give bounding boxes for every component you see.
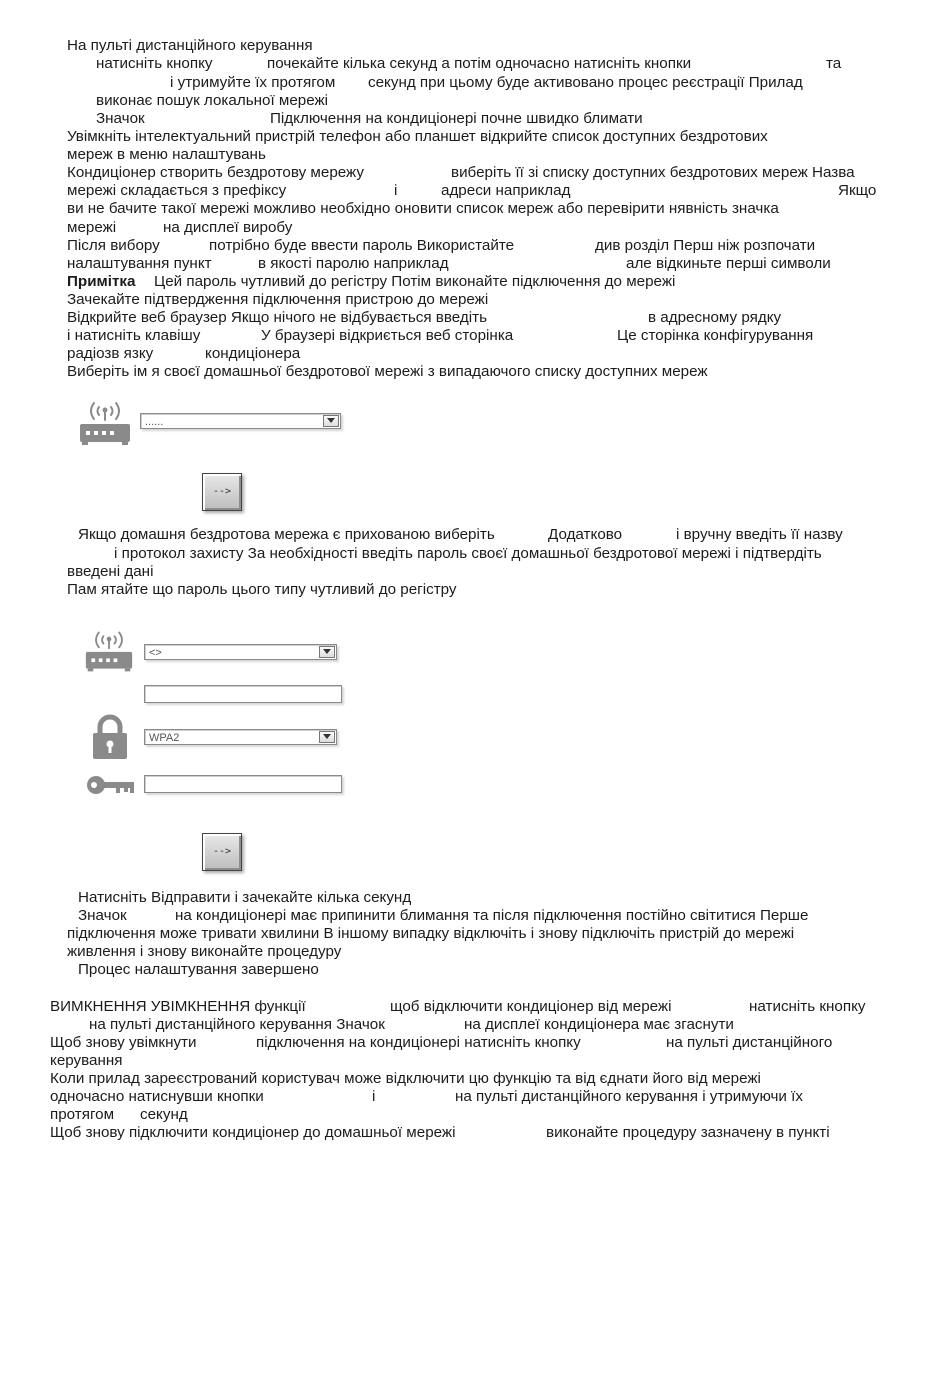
text-line: секунд xyxy=(140,1106,188,1123)
network-select[interactable] xyxy=(140,413,341,429)
text-line: почекайте кілька секунд а потім одночасно натисніть кнопки xyxy=(267,55,692,72)
text-line: ВИМКНЕННЯ УВІМКНЕННЯ функції xyxy=(50,998,306,1015)
note-label: Примітка xyxy=(67,273,136,290)
text-line: в якості паролю наприклад xyxy=(258,255,449,272)
text-line: але відкиньте перші символи xyxy=(626,255,831,272)
text-line: виберіть її зі списку доступних бездротових мереж Назва xyxy=(451,164,855,181)
text-line: На пульті дистанційного керування xyxy=(67,37,313,54)
password-input[interactable] xyxy=(144,775,342,793)
text-line: і утримуйте їх протягом xyxy=(170,74,336,91)
text-line: підключення може тривати хвилини В іншому випадку відключіть і знову підключіть пристрій до мережі xyxy=(67,925,795,942)
text-line: на кондиціонері має припинити блимання та після підключення постійно світитися Перше xyxy=(175,907,809,924)
text-line: натисніть кнопку xyxy=(96,55,213,72)
text-line: Якщо xyxy=(838,182,877,199)
text-line: Процес налаштування завершено xyxy=(78,961,319,978)
next-button[interactable]: --> xyxy=(202,833,242,871)
text-line: Зачекайте підтвердження підключення пристрою до мережі xyxy=(67,291,489,308)
text-line: і вручну введіть її назву xyxy=(676,526,843,543)
text-line: в адресному рядку xyxy=(648,309,782,326)
text-line: мережі xyxy=(67,219,117,236)
text-line: Коли прилад зареєстрований користувач може відключити цю функцію та від єднати його від мережі xyxy=(50,1070,761,1087)
text-line: виконайте процедуру зазначену в пункті xyxy=(546,1124,830,1141)
network-select-value: <> xyxy=(149,647,162,659)
text-line: натисніть кнопку xyxy=(749,998,866,1015)
text-line: налаштування пункт xyxy=(67,255,212,272)
text-line: і протокол захисту За необхідності введіть пароль своєї домашньої бездротової мережі і підтвердіть xyxy=(114,545,822,562)
key-icon xyxy=(86,774,136,801)
text-line: і натисніть клавішу xyxy=(67,327,201,344)
text-line: Додатково xyxy=(548,526,623,543)
text-line: живлення і знову виконайте процедуру xyxy=(67,943,342,960)
text-line: Кондиціонер створить бездротову мережу xyxy=(67,164,364,181)
text-line: Увімкніть інтелектуальний пристрій телефон або планшет відкрийте список доступних бездротових xyxy=(67,128,768,145)
text-line: Значок xyxy=(78,907,127,924)
text-line: Це сторінка конфігурування xyxy=(617,327,814,344)
chevron-down-icon[interactable] xyxy=(319,646,335,658)
text-line: мережі складається з префіксу xyxy=(67,182,287,199)
text-line: щоб відключити кондиціонер від мережі xyxy=(390,998,672,1015)
next-button[interactable]: --> xyxy=(202,473,242,511)
chevron-down-icon[interactable] xyxy=(319,731,335,743)
chevron-down-icon[interactable] xyxy=(323,415,339,427)
text-line: Щоб знову підключити кондиціонер до домашньої мережі xyxy=(50,1124,456,1141)
text-line: кондиціонера xyxy=(205,345,301,362)
security-select-value: WPA2 xyxy=(149,732,180,744)
security-select[interactable] xyxy=(144,729,337,745)
text-line: на дисплеї виробу xyxy=(163,219,293,236)
text-line: і xyxy=(394,182,398,199)
text-line: Після вибору xyxy=(67,237,160,254)
network-select-value: ...... xyxy=(145,416,164,428)
text-line: секунд при цьому буде активовано процес реєстрації Прилад xyxy=(368,74,803,91)
text-line: на пульті дистанційного керування Значок xyxy=(89,1016,385,1033)
text-line: адреси наприклад xyxy=(441,182,571,199)
text-line: керування xyxy=(50,1052,123,1069)
ssid-input[interactable] xyxy=(144,685,342,703)
text-line: і xyxy=(372,1088,376,1105)
text-line: та xyxy=(826,55,842,72)
padlock-icon xyxy=(91,714,129,765)
text-line: ви не бачите такої мережі можливо необхідно оновити список мереж або перевірити нявність значка xyxy=(67,200,779,217)
text-line: Натисніть Відправити і зачекайте кілька секунд xyxy=(78,889,412,906)
text-line: У браузері відкриється веб сторінка xyxy=(261,327,514,344)
text-line: Щоб знову увімкнути xyxy=(50,1034,197,1051)
text-line: див розділ Перш ніж розпочати xyxy=(595,237,816,254)
router-wifi-icon xyxy=(78,400,132,451)
text-line: Значок xyxy=(96,110,145,127)
text-line: на пульті дистанційного керування і утримуючи їх xyxy=(455,1088,803,1105)
text-line: виконає пошук локальної мережі xyxy=(96,92,329,109)
text-line: мереж в меню налаштувань xyxy=(67,146,266,163)
text-line: протягом xyxy=(50,1106,115,1123)
text-line: Цей пароль чутливий до регістру Потім виконайте підключення до мережі xyxy=(154,273,676,290)
text-line: на пульті дистанційного xyxy=(666,1034,833,1051)
text-line: на дисплеї кондиціонера має згаснути xyxy=(464,1016,734,1033)
text-line: радіозв язку xyxy=(67,345,154,362)
router-wifi-icon xyxy=(84,629,134,678)
network-select[interactable] xyxy=(144,644,337,660)
text-line: потрібно буде ввести пароль Використайте xyxy=(209,237,515,254)
text-line: Підключення на кондиціонері почне швидко блимати xyxy=(270,110,643,127)
text-line: Якщо домашня бездротова мережа є прихованою виберіть xyxy=(78,526,495,543)
text-line: одночасно натиснувши кнопки xyxy=(50,1088,264,1105)
text-line: введені дані xyxy=(67,563,154,580)
text-line: Пам ятайте що пароль цього типу чутливий до регістру xyxy=(67,581,457,598)
text-line: Відкрийте веб браузер Якщо нічого не відбувається введіть xyxy=(67,309,487,326)
text-line: Виберіть ім я своєї домашньої бездротової мережі з випадаючого списку доступних мереж xyxy=(67,363,708,380)
text-line: підключення на кондиціонері натисніть кнопку xyxy=(256,1034,581,1051)
